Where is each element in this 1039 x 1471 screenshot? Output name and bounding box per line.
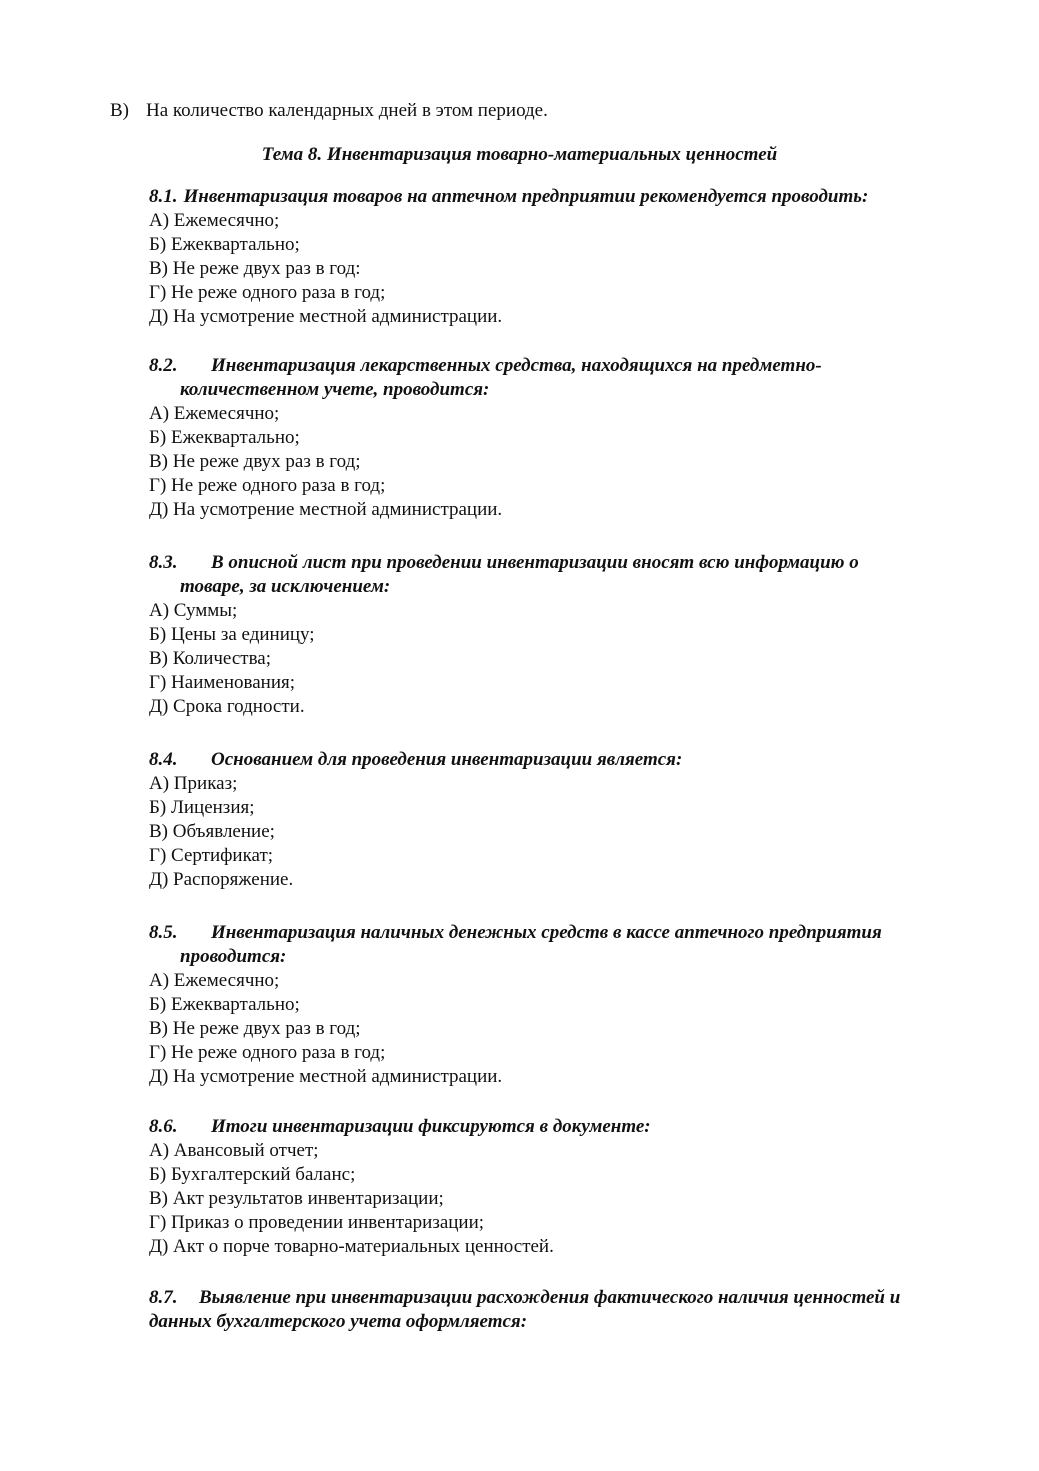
question-number: 8.7. [149, 1287, 178, 1308]
question-number: 8.3. [149, 552, 178, 573]
option-b: Б) Бухгалтерский баланс; [149, 1164, 356, 1185]
option-a: А) Приказ; [149, 773, 238, 794]
question-8-7 [149, 1286, 991, 1334]
option-a: А) Авансовый отчет; [149, 1140, 319, 1161]
option-b: Б) Ежеквартально; [149, 994, 300, 1015]
option-a: А) Суммы; [149, 600, 238, 621]
option-c: В) Не реже двух раз в год; [149, 1018, 361, 1039]
question-8-4 [149, 748, 991, 772]
question-text-line-1: Инвентаризация наличных денежных средств в кассе аптечного предприятия [211, 922, 882, 943]
option-d: Г) Не реже одного раза в год; [149, 1042, 386, 1063]
options-8-2 [149, 402, 502, 522]
options-8-4 [149, 772, 293, 892]
question-number: 8.2. [149, 355, 178, 376]
question-text-line-1: В описной лист при проведении инвентаризации вносят всю информацию о [211, 552, 859, 573]
options-8-3 [149, 599, 315, 719]
question-number: 8.4. [149, 749, 178, 770]
question-number: 8.1. [149, 186, 178, 207]
question-text-line-1: Выявление при инвентаризации расхождения фактического наличия ценностей и [199, 1287, 901, 1308]
question-8-2 [149, 354, 991, 402]
option-a: А) Ежемесячно; [149, 403, 280, 424]
option-e: Д) Акт о порче товарно-материальных ценностей. [149, 1236, 554, 1257]
option-e: Д) Срока годности. [149, 696, 305, 717]
question-text-line-2: проводится: [180, 946, 287, 967]
option-c: В) Количества; [149, 648, 272, 669]
question-text-line-2: количественном учете, проводится: [180, 379, 490, 400]
option-d: Г) Наименования; [149, 672, 296, 693]
option-d: Г) Не реже одного раза в год; [149, 475, 386, 496]
option-e: Д) На усмотрение местной администрации. [149, 306, 503, 327]
option-c: В) Объявление; [149, 821, 275, 842]
option-b: Б) Ежеквартально; [149, 427, 300, 448]
option-c: В) Не реже двух раз в год; [149, 451, 361, 472]
question-number: 8.5. [149, 922, 178, 943]
option-d: Г) Приказ о проведении инвентаризации; [149, 1212, 485, 1233]
option-a: А) Ежемесячно; [149, 210, 280, 231]
option-e: Д) На усмотрение местной администрации. [149, 1066, 503, 1087]
option-e: Д) На усмотрение местной администрации. [149, 499, 503, 520]
option-d: Г) Не реже одного раза в год; [149, 282, 386, 303]
lead-answer-marker: В) [110, 100, 129, 121]
lead-answer [110, 99, 548, 123]
option-b: Б) Лицензия; [149, 797, 255, 818]
option-c: В) Не реже двух раз в год: [149, 258, 361, 279]
question-text-line-2: данных бухгалтерского учета оформляется: [149, 1311, 528, 1332]
option-c: В) Акт результатов инвентаризации; [149, 1188, 444, 1209]
question-text: Основанием для проведения инвентаризации является: [211, 749, 683, 770]
question-text: Инвентаризация товаров на аптечном предприятии рекомендуется проводить: [183, 186, 869, 207]
question-8-3 [149, 551, 991, 599]
option-a: А) Ежемесячно; [149, 970, 280, 991]
option-d: Г) Сертификат; [149, 845, 274, 866]
question-8-6 [149, 1115, 991, 1139]
option-e: Д) Распоряжение. [149, 869, 294, 890]
question-text-line-1: Инвентаризация лекарственных средства, находящихся на предметно- [211, 355, 822, 376]
question-number: 8.6. [149, 1116, 178, 1137]
topic-title: Тема 8. Инвентаризация товарно-материальных ценностей [261, 144, 778, 165]
question-8-1 [149, 185, 991, 209]
question-8-5 [149, 921, 991, 969]
options-8-6 [149, 1139, 554, 1259]
question-text: Итоги инвентаризации фиксируются в документе: [211, 1116, 651, 1137]
option-b: Б) Цены за единицу; [149, 624, 315, 645]
question-text-line-2: товаре, за исключением: [180, 576, 391, 597]
lead-answer-text: На количество календарных дней в этом периоде. [146, 100, 548, 121]
options-8-1 [149, 209, 502, 329]
options-8-5 [149, 969, 502, 1089]
option-b: Б) Ежеквартально; [149, 234, 300, 255]
